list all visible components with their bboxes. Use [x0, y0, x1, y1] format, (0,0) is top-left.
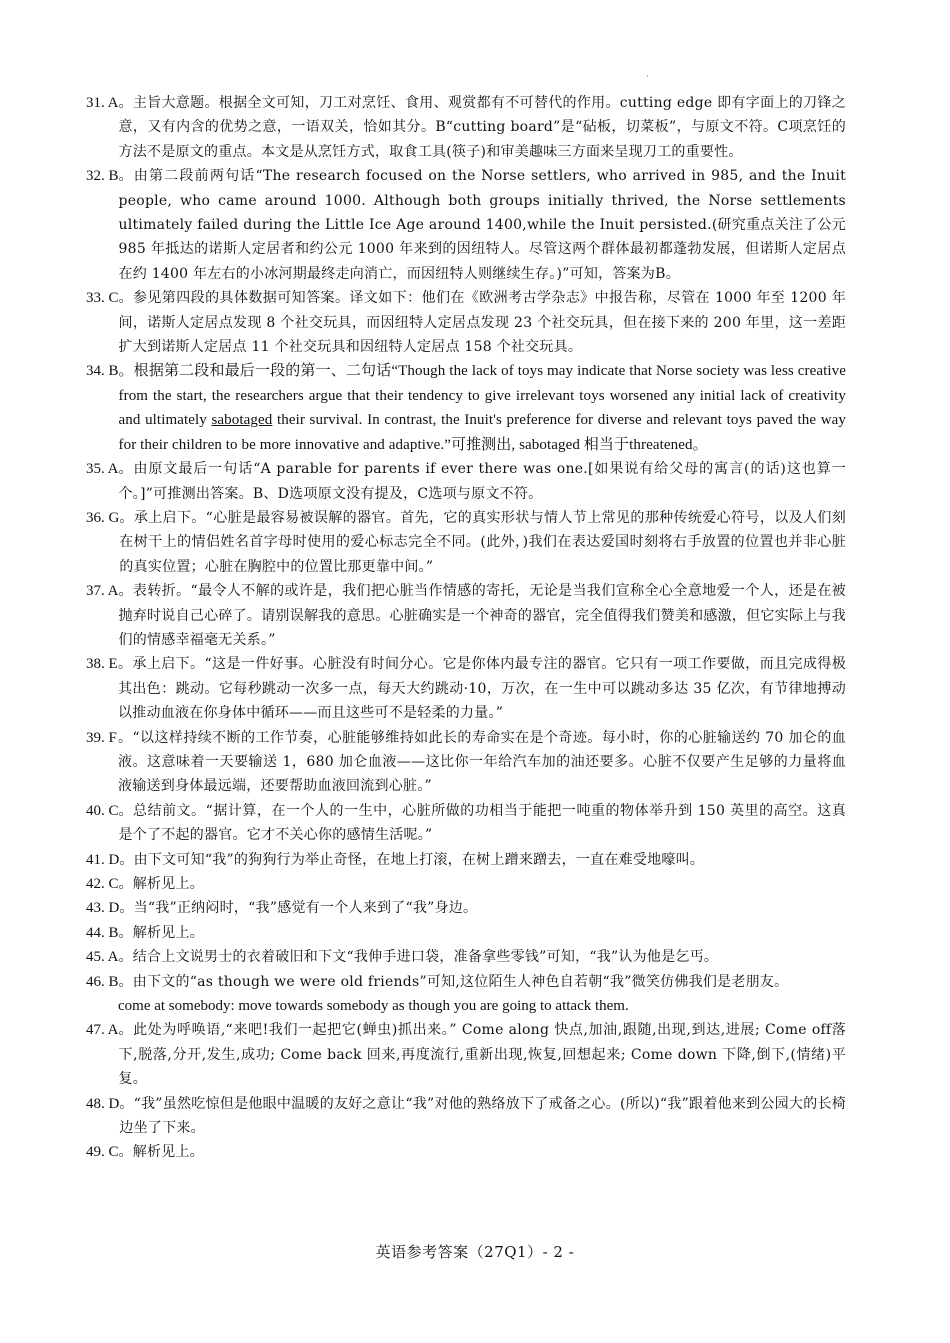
answer-number: 38. E: [86, 656, 118, 673]
answer-number: 32. B: [86, 168, 119, 185]
answer-item: [86, 457, 846, 506]
answer-explanation: 。参见第四段的具体数据可知答案。译文如下：他们在《欧洲考古学杂志》中报告称，尽管在 1000 年至 1200 年间，诺斯人定居点发现 8 个社交玩具，而因纽特人定居点发现 23 个社交玩具，但在接下来的 200 年里，这一差距扩大到诺斯人定居点 11 个社交玩具和因纽特人定居点 158 个社交玩具。: [118, 290, 846, 356]
phrase-definition: come at somebody: move towards somebody as though you are going to attack them.: [118, 998, 629, 1015]
answer-number: 45. A: [86, 949, 119, 966]
answer-item: [86, 579, 846, 652]
answer-number: 46. B: [86, 973, 119, 990]
answer-item: [86, 921, 846, 945]
answer-item: [86, 896, 846, 920]
answer-explanation: 。由第二段前两句话“The research focused on the Norse settlers, who arrived in 985, and the Inuit people, who came around 1000. Although both groups initially thrived, the Norse settlements ultimately failed during the Little Ice Age around 1400,while the Inuit persisted.(研究重点关注了公元 985 年抵达的诺斯人定居者和约公元 1000 年来到的因纽特人。尽管这两个群体最初都蓬勃发展，但诺斯人定居点在约 1400 年左右的小冰河期最终走向消亡，而因纽特人则继续生存。)”可知，答案为B。: [118, 168, 846, 282]
answer-explanation: 。表转折。“最令人不解的或许是，我们把心脏当作情感的寄托，无论是当我们宣称全心全意地爱一个人，还是在被抛弃时说自己心碎了。请别误解我的意思。心脏确实是一个神奇的器官，完全值得我们赞美和感激，但它实际上与我们的情感幸福毫无关系。”: [118, 583, 846, 648]
answer-number: 44. B: [86, 924, 119, 941]
answer-explanation: 。由下文的“as though we were old friends”可知,这位陌生人神色自若朝“我”微笑仿佛我们是老朋友。: [118, 973, 789, 990]
underlined-word: sabotaged: [211, 412, 273, 429]
answer-item: [86, 945, 846, 969]
answer-item: [86, 1092, 846, 1141]
answer-number: 40. C: [86, 802, 119, 819]
answer-number: 33. C: [86, 290, 119, 307]
answer-number: 35. A: [86, 461, 119, 478]
answer-explanation: [119, 359, 846, 457]
answer-explanation: 。“以这样持续不断的工作节奏，心脏能够维持如此长的寿命实在是个奇迹。每小时，你的心脏输送约 70 加仑的血液。这意味着一天要输送 1，680 加仑血液——这比你一年给汽车加的油还要多。心脏不仅要产生足够的力量将血液输送到身体最远端，还要帮助血液回流到心脏。”: [118, 729, 846, 795]
answer-item: [86, 164, 846, 286]
answer-explanation: 。此处为呼唤语,“来吧!我们一起把它(蝉虫)抓出来。” Come along 快点,加油,跟随,出现,到达,进展; Come off落下,脱落,分开,发生,成功; Come back 回来,再度流行,重新出现,恢复,回想起来; Come down 下降,倒下,(情绪)平复。: [118, 1022, 846, 1088]
answer-explanation: 。结合上文说男士的衣着破旧和下文“我伸手进口袋，准备拿些零钱”可知，“我”认为他是乞丐。: [118, 949, 719, 966]
answer-explanation: 。“我”虽然吃惊但是他眼中温暖的友好之意让“我”对他的熟络放下了戒备之心。(所以)“我”跟着他来到公园大的长椅边坐了下来。: [119, 1095, 846, 1137]
answer-list: [86, 91, 846, 1165]
answer-item: [86, 506, 846, 579]
answer-number: 49. C: [86, 1144, 119, 1161]
answer-explanation: 。承上启下。“心脏是最容易被误解的器官。首先，它的真实形状与情人节上常见的那种传统爱心符号，以及人们刻在树干上的情侣姓名首字母时使用的爱心标志完全不同。(此外，)我们在表达爱国时刻将右手放置的位置也并非心脏的真实位置；心脏在胸腔中的位置比那更靠中间。”: [119, 509, 846, 575]
answer-item: [86, 91, 846, 164]
answer-number: 42. C: [86, 876, 119, 892]
answer-explanation: 。解析见上。: [118, 924, 205, 941]
answer-explanation: 。解析见上。: [118, 876, 205, 892]
answer-item: [86, 1018, 846, 1091]
answer-explanation: 。总结前文。“据计算，在一个人的一生中，心脏所做的功相当于能把一吨重的物体举升到 150 英里的高空。这真是个了不起的器官。它才不关心你的感情生活呢。”: [118, 802, 846, 844]
answer-number: 37. A: [86, 583, 119, 600]
answer-item: [86, 848, 846, 872]
header-mark: ·: [646, 72, 649, 82]
page-footer: 英语参考答案（27Q1）- 2 -: [375, 1243, 575, 1261]
quote-text: 。根据第二段和最后一段的第一、二句话“Though the lack of toys may indicate that Norse society was less creative from the start, the researchers argue that their tendency to give irrelevant toys worsened any initial lack of creativity and ultimately: [118, 363, 846, 429]
answer-number: 43. D: [86, 900, 120, 917]
answer-item: [86, 726, 846, 799]
answer-item: [86, 970, 846, 994]
answer-explanation: 。承上启下。“这是一件好事。心脏没有时间分心。它是你体内最专注的器官。它只有一项工作要做，而且完成得极其出色：跳动。它每秒跳动一次多一点，每天大约跳动·10，万次，在一生中可以跳动多达 35 亿次，有节律地搏动以推动血液在你身体中循环——而且这些可不是轻柔的力量。”: [118, 656, 846, 722]
answer-explanation: 。当“我”正纳闷时，“我”感觉有一个人来到了“我”身边。: [119, 900, 478, 917]
answer-item: [86, 872, 846, 896]
answer-item: [86, 652, 846, 725]
answer-number: 41. D: [86, 851, 120, 868]
answer-item: [86, 286, 846, 359]
answer-number: 36. G: [86, 509, 120, 526]
answer-item: [86, 359, 846, 457]
answer-number: 48. D: [86, 1095, 120, 1112]
answer-item: [86, 799, 846, 848]
answer-number: 47. A: [86, 1022, 119, 1039]
answer-explanation: 。解析见上。: [118, 1144, 205, 1161]
answer-item: [86, 1140, 846, 1164]
answer-number: 34. B: [86, 363, 119, 380]
answer-explanation: 。主旨大意题。根据全文可知，刀工对烹饪、食用、观赏都有不可替代的作用。cutting edge 即有字面上的刀锋之意，又有内含的优势之意，一语双关，恰如其分。B“cutting board”是“砧板，切菜板”，与原文不符。C项烹饪的方法不是原文的重点。本文是从烹饪方式，取食工具(筷子)和审美趣味三方面来呈现刀工的重要性。: [118, 95, 846, 160]
quote-text: their survival. In contrast, the Inuit's preference for diverse and relevant toys paved the way for their children to be more innovative and adaptive.”可推测出, sabotaged 相当于threatened。: [118, 412, 846, 453]
answer-number: 39. F: [86, 729, 117, 746]
answer-explanation: 。由下文可知“我”的狗狗行为举止奇怪，在地上打滚，在树上蹭来蹭去，一直在难受地嚎叫。: [119, 851, 705, 868]
answer-explanation: 。由原文最后一句话“A parable for parents if ever there was one.[如果说有给父母的寓言(的话)这也算一个。]”可推测出答案。B、D选项原文没有提及，C选项与原文不符。: [118, 461, 846, 502]
answer-number: 31. A: [86, 95, 119, 111]
